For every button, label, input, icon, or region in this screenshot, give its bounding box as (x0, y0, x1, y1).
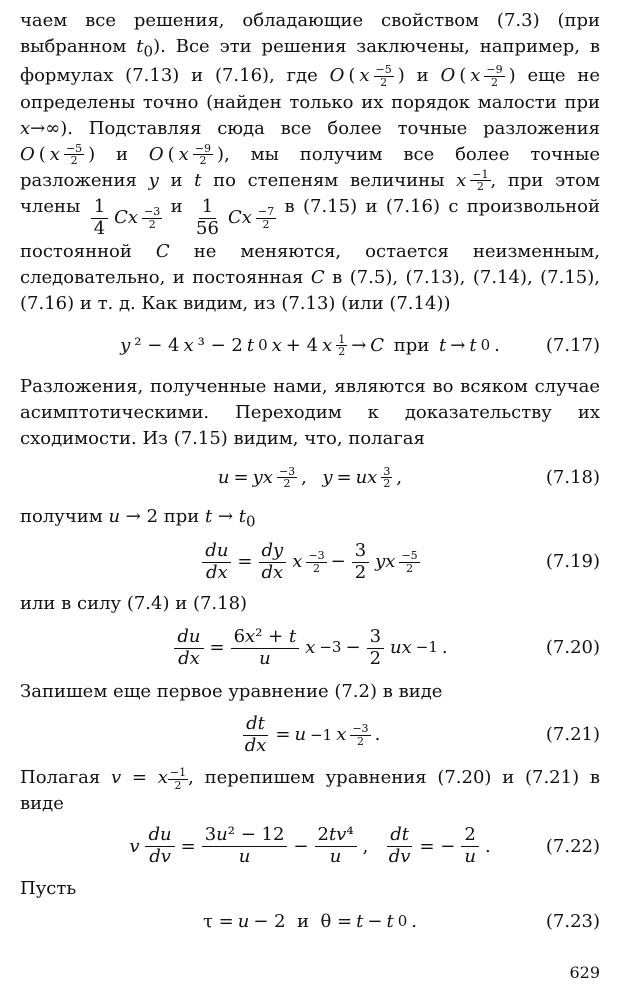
paragraph-4: или в силу (7.4) и (7.18) (20, 593, 248, 615)
equation-label: (7.23) (545, 910, 600, 932)
equation-label: (7.20) (545, 637, 600, 659)
paragraph-7: Пусть (20, 877, 77, 899)
equation-7-19: $\frac{du}{dx}$ = $\frac{dy}{dx}$ x −3 2 − $\frac{3}{2}$ yx −5 2 (7.19) (20, 533, 600, 591)
equation-7-23: τ = u − 2 и θ = t − t 0 . (7.23) (20, 902, 600, 942)
equation-7-17: y ² − 4 x ³ − 2 t 0 x + 4 x 1 2 → C при t → t 0 . (7.17) (120, 332, 600, 359)
equation-label: (7.22) (545, 835, 600, 857)
equation-label: (7.18) (545, 466, 600, 488)
paragraph-3: получим u → 2 при $t \to t_0$ (20, 505, 256, 531)
equation-7-22: v $\frac{du}{dv}$ = $\frac{\text{3u² − 12}}{u}$ − $\frac{\text{2tv⁴}}{u}$ , $\frac{dt}{dv}$ = − $\frac{2}{u}$ . (7.22) (129, 824, 600, 868)
exp: −5 2 (375, 63, 392, 89)
paragraph-2: Разложения, полученные нами, являются во всяком случае асимптотическими. Переходим к доказательству их сходимости. Из (7.15) видим, что, полагая (20, 375, 600, 449)
paragraph-6: Полагая v = x $\frac{-1}{2}$ , перепишем уравнения (7.20) и (7.21) в виде (20, 766, 600, 815)
paragraph-1: чаем все решения, обладающие свойством (7.3) (при выбранном $t_0$). Все эти решения заключены, например, в формулах (7.13) и (7.16), где O ( x −5 2 ) и O ( x −9 2 ) еще не определены точно (найден только их порядок малости при x→∞). Подставляя сюда все более точные разложения O ( x −5 2 ) и O ( x −9 2 ), мы получим все более точные разложения y и t по степеням величины x −1 2 , при этом члены $\frac{1}{4}$ Cx −3 2 и $\frac{1}{56}$ Cx −7 2 в (7.15) и (7.16) с произвольной постоянной C не меняются, остается неизменным, следовательно, и постоянная C в (7.5), (7.13), (7.14), (7.15), (7.16) и т. д. Как видим, из (7.13) (или (7.14)) (20, 10, 600, 315)
equation-label: (7.19) (545, 551, 600, 573)
equation-label: (7.17) (545, 334, 600, 356)
equation-7-21: $\frac{dt}{dx}$ = u −1 x −3 2 . (7.21) (244, 713, 600, 756)
paragraph-5: Запишем еще первое уравнение (7.2) в виде (20, 681, 443, 703)
page-body (20, 8, 600, 942)
equation-7-20: $\frac{du}{dx}$ = $\frac{\text{6x² + t}}{u}$ x −3 − $\frac{3}{2}$ ux −1 . (7.20) (20, 617, 600, 679)
equation-7-18: u = yx −3 2 , y = ux 3 2 , (7.18) (217, 464, 600, 491)
page-number: 629 (569, 962, 600, 982)
equation-label: (7.21) (545, 724, 600, 746)
